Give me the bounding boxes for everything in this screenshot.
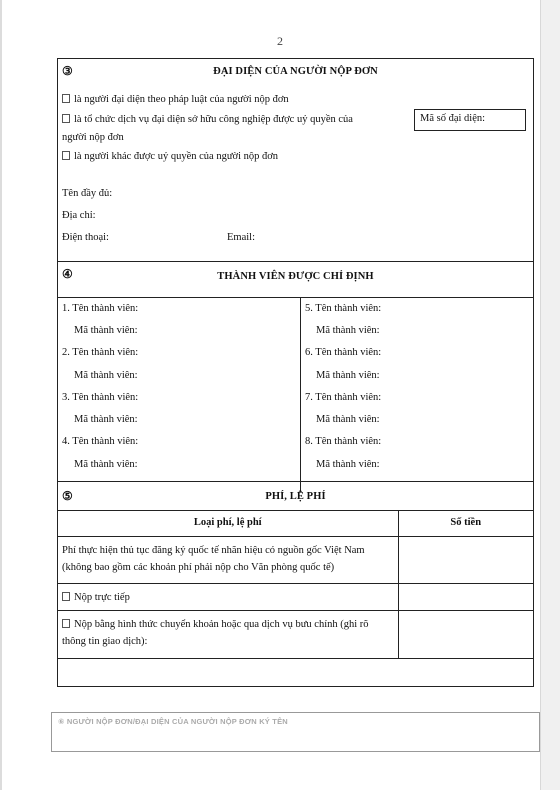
section-members-header <box>58 262 533 288</box>
table-row <box>58 584 533 611</box>
section-fees-header <box>58 482 533 510</box>
option-ip-service-representative[interactable]: là tổ chức dịch vụ đại diện sở hữu công nghiệp được uỷ quyền của <box>62 114 353 125</box>
signature-box[interactable] <box>51 712 540 752</box>
section-representative-header <box>58 59 533 85</box>
representative-code-field[interactable]: Mã số đại diện: <box>414 109 526 131</box>
page-number: 2 <box>277 34 283 48</box>
checkbox[interactable] <box>62 619 70 628</box>
phone-label: Điện thoại: <box>62 232 109 243</box>
member-code-5: Mã thành viên: <box>316 325 380 336</box>
member-code-7: Mã thành viên: <box>316 414 380 425</box>
payment-transfer-amount-cell[interactable] <box>398 611 533 659</box>
fee-description: Phí thực hiện thủ tục đăng ký quốc tế nhãn hiệu có nguồn gốc Việt Nam (không bao gồm các khoản phí phải nộp cho Văn phòng quốc tế) <box>58 537 398 584</box>
fee-amount-cell[interactable] <box>398 537 533 584</box>
payment-transfer[interactable]: Nộp bằng hình thức chuyển khoản hoặc qua dịch vụ bưu chính (ghi rõ thông tin giao dịch): <box>58 611 398 659</box>
member-name-3: 3. Tên thành viên: <box>62 392 139 403</box>
page-right-gutter <box>540 0 560 790</box>
members-column-divider <box>300 298 301 492</box>
checkbox[interactable] <box>62 151 70 160</box>
fees-header-row <box>58 511 533 537</box>
section-representative <box>58 59 533 262</box>
page-left-edge <box>0 0 2 790</box>
signature-title: ⑥ NGƯỜI NỘP ĐƠN/ĐẠI DIỆN CỦA NGƯỜI NỘP ĐƠN KÝ TÊN <box>58 717 288 726</box>
full-name-label: Tên đầy đủ: <box>62 188 113 199</box>
member-code-4: Mã thành viên: <box>74 459 138 470</box>
member-name-4: 4. Tên thành viên: <box>62 436 139 447</box>
payment-direct-amount-cell[interactable] <box>398 584 533 611</box>
member-code-6: Mã thành viên: <box>316 370 380 381</box>
table-row <box>58 537 533 584</box>
fees-total-cell <box>58 659 533 687</box>
section-designated-members <box>58 262 533 482</box>
table-row <box>58 611 533 659</box>
option-other-authorized[interactable]: là người khác được uỷ quyền của người nộp đơn <box>62 151 278 162</box>
checkbox[interactable] <box>62 94 70 103</box>
option-ip-service-representative-cont: người nộp đơn <box>62 132 124 143</box>
member-name-7: 7. Tên thành viên: <box>305 392 382 403</box>
section-members-title: THÀNH VIÊN ĐƯỢC CHỈ ĐỊNH <box>217 271 374 282</box>
payment-direct[interactable]: Nộp trực tiếp <box>58 584 398 611</box>
section-fees <box>58 482 533 686</box>
application-form <box>57 58 534 687</box>
fees-col-type: Loại phí, lệ phí <box>58 511 398 537</box>
fees-table <box>58 510 533 687</box>
address-label: Địa chỉ: <box>62 210 96 221</box>
checkbox[interactable] <box>62 114 70 123</box>
fees-col-amount: Số tiền <box>398 511 533 537</box>
member-name-8: 8. Tên thành viên: <box>305 436 382 447</box>
member-name-6: 6. Tên thành viên: <box>305 347 382 358</box>
member-name-2: 2. Tên thành viên: <box>62 347 139 358</box>
checkbox[interactable] <box>62 592 70 601</box>
member-code-1: Mã thành viên: <box>74 325 138 336</box>
member-code-8: Mã thành viên: <box>316 459 380 470</box>
section-fees-title: PHÍ, LỆ PHÍ <box>265 491 326 502</box>
member-name-1: 1. Tên thành viên: <box>62 303 139 314</box>
member-name-5: 5. Tên thành viên: <box>305 303 382 314</box>
section-number-4: ④ <box>62 267 73 281</box>
members-grid <box>58 297 533 491</box>
section-representative-title: ĐẠI DIỆN CỦA NGƯỜI NỘP ĐƠN <box>213 66 378 77</box>
option-legal-representative[interactable]: là người đại diện theo pháp luật của người nộp đơn <box>62 94 289 105</box>
member-code-3: Mã thành viên: <box>74 414 138 425</box>
section-number-3: ③ <box>62 64 73 78</box>
section-number-5: ⑤ <box>62 489 73 503</box>
table-row-total <box>58 659 533 687</box>
member-code-2: Mã thành viên: <box>74 370 138 381</box>
email-label: Email: <box>227 232 255 243</box>
